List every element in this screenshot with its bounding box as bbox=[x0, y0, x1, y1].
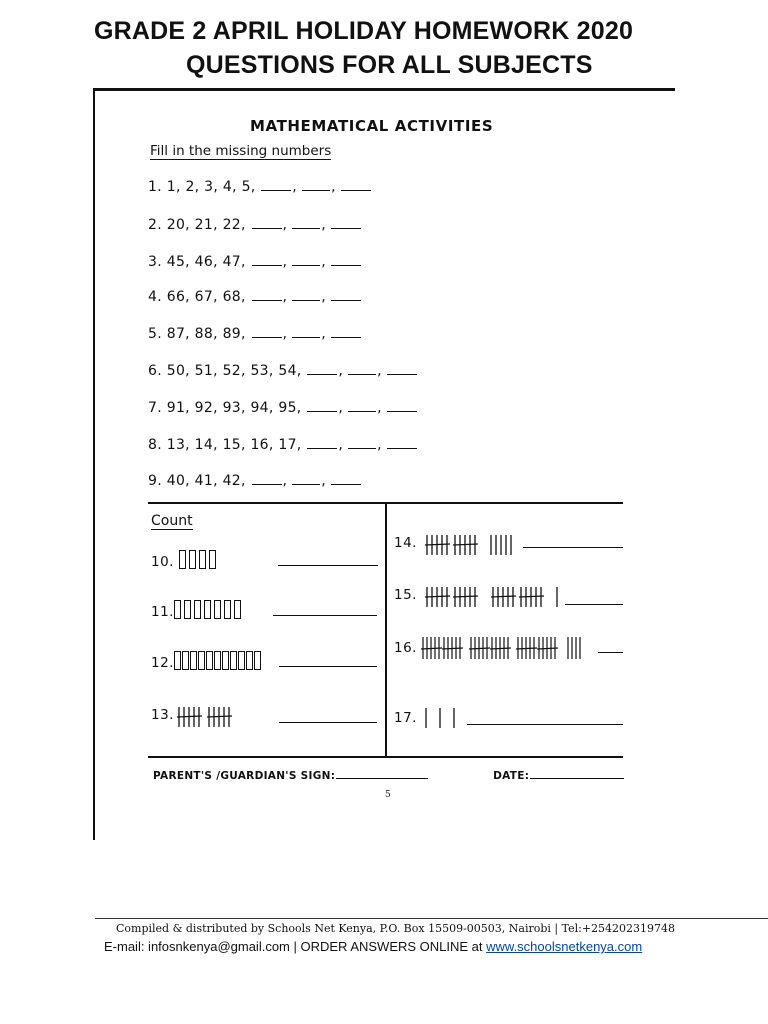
answer-line[interactable] bbox=[598, 652, 623, 653]
count-item-label: 15. bbox=[394, 587, 417, 603]
question-row: 8. 13, 14, 15, 16, 17, , , bbox=[148, 436, 418, 453]
tally-marks-17 bbox=[423, 706, 463, 730]
question-sequence: 45, 46, 47, bbox=[166, 254, 246, 270]
box-sticks bbox=[174, 604, 244, 620]
parent-sign-label: PARENT'S /GUARDIAN'S SIGN: bbox=[153, 770, 336, 782]
count-item-label: 12. bbox=[151, 655, 174, 671]
tally-marks-14 bbox=[425, 533, 520, 557]
count-item-11 bbox=[151, 600, 244, 620]
answer-blank[interactable] bbox=[331, 472, 361, 485]
box-sticks bbox=[179, 554, 219, 570]
signature-row bbox=[153, 768, 625, 782]
question-row: 1. 1, 2, 3, 4, 5, , , bbox=[148, 178, 372, 195]
count-item-14 bbox=[394, 535, 417, 551]
answer-blank[interactable] bbox=[302, 178, 330, 191]
question-number: 5. bbox=[148, 326, 162, 342]
page-number: 5 bbox=[385, 790, 391, 800]
answer-blank[interactable] bbox=[348, 362, 376, 375]
count-item-17 bbox=[394, 710, 417, 726]
answer-line[interactable] bbox=[565, 604, 623, 605]
sheet-left-border bbox=[93, 88, 95, 840]
answer-blank[interactable] bbox=[387, 399, 417, 412]
count-item-label: 13. bbox=[151, 707, 174, 723]
answer-blank[interactable] bbox=[261, 178, 291, 191]
question-number: 9. bbox=[148, 473, 162, 489]
date-line[interactable] bbox=[530, 768, 624, 779]
question-row: 5. 87, 88, 89, , , bbox=[148, 325, 362, 342]
box-sticks bbox=[174, 655, 262, 671]
answer-blank[interactable] bbox=[348, 436, 376, 449]
question-row: 2. 20, 21, 22, , , bbox=[148, 216, 362, 233]
page-subtitle: QUESTIONS FOR ALL SUBJECTS bbox=[186, 51, 593, 79]
answer-blank[interactable] bbox=[307, 399, 337, 412]
tally-marks-16 bbox=[421, 635, 601, 661]
question-number: 8. bbox=[148, 437, 162, 453]
footer-credit: Compiled & distributed by Schools Net Kenya, P.O. Box 15509-00503, Nairobi | Tel:+254202319748 bbox=[116, 922, 676, 935]
answer-blank[interactable] bbox=[331, 216, 361, 229]
count-item-13 bbox=[151, 707, 174, 723]
question-sequence: 66, 67, 68, bbox=[166, 289, 246, 305]
answer-line[interactable] bbox=[467, 724, 623, 725]
answer-blank[interactable] bbox=[331, 325, 361, 338]
parent-sign-line[interactable] bbox=[336, 768, 428, 779]
answer-blank[interactable] bbox=[387, 436, 417, 449]
question-number: 6. bbox=[148, 363, 162, 379]
sheet-top-border bbox=[93, 88, 675, 91]
answer-line[interactable] bbox=[278, 565, 378, 566]
question-sequence: 91, 92, 93, 94, 95, bbox=[166, 400, 302, 416]
count-item-label: 11. bbox=[151, 604, 174, 620]
answer-blank[interactable] bbox=[292, 216, 320, 229]
answer-line[interactable] bbox=[273, 615, 377, 616]
question-number: 4. bbox=[148, 289, 162, 305]
date-label: DATE: bbox=[493, 770, 530, 782]
answer-blank[interactable] bbox=[341, 178, 371, 191]
answer-blank[interactable] bbox=[307, 436, 337, 449]
question-number: 1. bbox=[148, 179, 162, 195]
count-item-label: 14. bbox=[394, 535, 417, 551]
answer-blank[interactable] bbox=[252, 253, 282, 266]
tally-marks-15 bbox=[425, 585, 565, 609]
count-item-label: 16. bbox=[394, 640, 417, 656]
worksheet-scan bbox=[93, 88, 675, 840]
answer-blank[interactable] bbox=[292, 325, 320, 338]
count-item-16 bbox=[394, 640, 417, 656]
answer-blank[interactable] bbox=[252, 472, 282, 485]
answer-blank[interactable] bbox=[331, 288, 361, 301]
question-row: 3. 45, 46, 47, , , bbox=[148, 253, 362, 270]
question-number: 2. bbox=[148, 217, 162, 233]
answer-blank[interactable] bbox=[331, 253, 361, 266]
count-item-label: 10. bbox=[151, 554, 174, 570]
answer-blank[interactable] bbox=[348, 399, 376, 412]
question-sequence: 40, 41, 42, bbox=[166, 473, 246, 489]
count-heading-text: Count bbox=[151, 513, 193, 529]
question-sequence: 20, 21, 22, bbox=[166, 217, 246, 233]
question-row: 6. 50, 51, 52, 53, 54, , , bbox=[148, 362, 418, 379]
answer-line[interactable] bbox=[279, 722, 377, 723]
answer-line[interactable] bbox=[279, 666, 377, 667]
question-row: 9. 40, 41, 42, , , bbox=[148, 472, 362, 489]
website-link[interactable]: www.schoolsnetkenya.com bbox=[486, 939, 643, 954]
question-row: 4. 66, 67, 68, , , bbox=[148, 288, 362, 305]
count-item-10 bbox=[151, 550, 219, 570]
section-bottom-line bbox=[148, 756, 623, 758]
answer-blank[interactable] bbox=[292, 288, 320, 301]
question-row: 7. 91, 92, 93, 94, 95, , , bbox=[148, 399, 418, 416]
question-sequence: 13, 14, 15, 16, 17, bbox=[166, 437, 302, 453]
worksheet-title: MATHEMATICAL ACTIVITIES bbox=[250, 117, 494, 135]
worksheet-instruction bbox=[150, 143, 331, 159]
answer-blank[interactable] bbox=[387, 362, 417, 375]
answer-blank[interactable] bbox=[252, 325, 282, 338]
answer-blank[interactable] bbox=[252, 288, 282, 301]
question-sequence: 1, 2, 3, 4, 5, bbox=[166, 179, 256, 195]
instruction-text: Fill in the missing numbers bbox=[150, 143, 332, 159]
answer-blank[interactable] bbox=[307, 362, 337, 375]
question-number: 7. bbox=[148, 400, 162, 416]
question-sequence: 50, 51, 52, 53, 54, bbox=[166, 363, 302, 379]
answer-blank[interactable] bbox=[292, 253, 320, 266]
answer-blank[interactable] bbox=[292, 472, 320, 485]
answer-blank[interactable] bbox=[252, 216, 282, 229]
count-item-12 bbox=[151, 651, 262, 671]
answer-line[interactable] bbox=[523, 547, 623, 548]
footer-contact bbox=[104, 939, 642, 954]
tally-marks-13 bbox=[177, 705, 237, 729]
footer-divider bbox=[95, 918, 768, 919]
footer-contact-text: E-mail: infosnkenya@gmail.com | ORDER ANSWERS ONLINE at bbox=[104, 939, 487, 954]
count-item-15 bbox=[394, 587, 417, 603]
question-sequence: 87, 88, 89, bbox=[166, 326, 246, 342]
column-divider bbox=[385, 502, 387, 756]
count-heading bbox=[151, 513, 193, 529]
page-title: GRADE 2 APRIL HOLIDAY HOMEWORK 2020 bbox=[94, 17, 634, 45]
count-item-label: 17. bbox=[394, 710, 417, 726]
question-number: 3. bbox=[148, 254, 162, 270]
